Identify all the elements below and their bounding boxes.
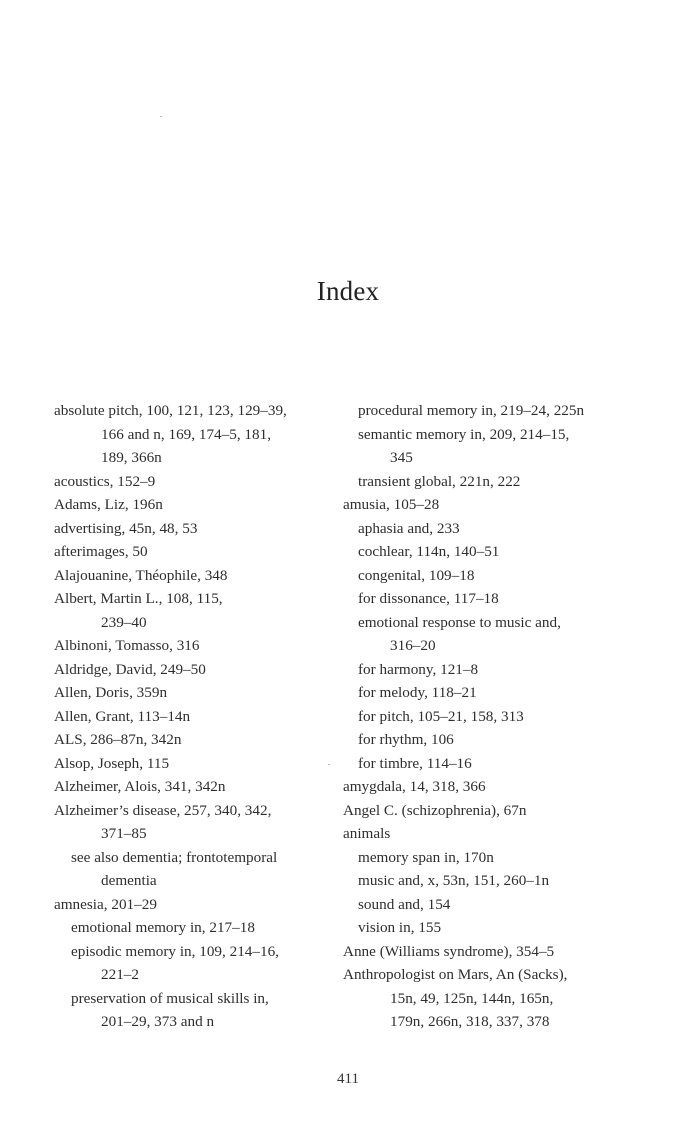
- index-entry-line: amygdala, 14, 318, 366: [343, 778, 486, 795]
- index-entry-line: aphasia and, 233: [358, 519, 460, 537]
- index-entry-line: Albert, Martin L., 108, 115,: [54, 590, 223, 607]
- index-entry-line: for harmony, 121–8: [358, 660, 479, 678]
- index-entry-line: Alajouanine, Théophile, 348: [54, 566, 228, 584]
- index-entry-line: memory span in, 170n: [358, 848, 494, 866]
- index-entry-line: 201–29, 373 and n: [101, 1013, 215, 1030]
- index-entry-line: for rhythm, 106: [358, 731, 454, 748]
- index-entry-line: for timbre, 114–16: [358, 754, 472, 772]
- index-entry-line: acoustics, 152–9: [54, 472, 156, 490]
- paper-speck: [328, 764, 330, 765]
- page-title: Index: [316, 276, 380, 306]
- index-entry-line: procedural memory in, 219–24, 225n: [358, 402, 585, 419]
- index-entry-line: emotional response to music and,: [358, 613, 561, 631]
- index-entry-line: amusia, 105–28: [343, 496, 440, 513]
- index-entry-line: semantic memory in, 209, 214–15,: [358, 425, 570, 443]
- index-entry-line: congenital, 109–18: [358, 566, 475, 584]
- index-entry-line: 15n, 49, 125n, 144n, 165n,: [390, 989, 554, 1007]
- index-entry-line: Anne (Williams syndrome), 354–5: [343, 942, 555, 960]
- index-entry-line: Allen, Grant, 113–14n: [54, 707, 191, 725]
- index-entry-line: see also dementia; frontotemporal: [71, 848, 278, 866]
- index-entry-line: cochlear, 114n, 140–51: [358, 543, 500, 560]
- index-entry-line: 316–20: [390, 637, 436, 654]
- index-entry-line: emotional memory in, 217–18: [71, 919, 255, 936]
- index-entry-line: 221–2: [101, 966, 139, 983]
- index-entry-line: 189, 366n: [101, 449, 162, 466]
- index-entry-line: sound and, 154: [358, 895, 451, 913]
- index-entry-line: Angel C. (schizophrenia), 67n: [343, 801, 527, 819]
- index-entry-line: 345: [390, 449, 413, 466]
- index-entry-line: vision in, 155: [358, 919, 442, 936]
- index-entry-line: Anthropologist on Mars, An (Sacks),: [343, 966, 568, 983]
- index-entry-line: transient global, 221n, 222: [358, 472, 521, 490]
- index-entry-line: for pitch, 105–21, 158, 313: [358, 707, 524, 725]
- index-column-right: [343, 399, 633, 1034]
- index-entry-line: Allen, Doris, 359n: [54, 684, 168, 701]
- index-entry-line: music and, x, 53n, 151, 260–1n: [358, 872, 550, 889]
- index-entry-line: advertising, 45n, 48, 53: [54, 519, 198, 537]
- paper-speck: [160, 116, 162, 117]
- index-entry-line: 179n, 266n, 318, 337, 378: [390, 1013, 550, 1030]
- index-entry-line: absolute pitch, 100, 121, 123, 129–39,: [54, 402, 287, 419]
- index-entry-line: Aldridge, David, 249–50: [54, 660, 206, 678]
- index-entry-line: Adams, Liz, 196n: [54, 496, 163, 513]
- index-entry-line: 166 and n, 169, 174–5, 181,: [101, 425, 272, 443]
- index-entry-line: 371–85: [101, 825, 147, 842]
- index-entry-line: for melody, 118–21: [358, 684, 477, 701]
- index-entry-line: afterimages, 50: [54, 543, 148, 560]
- index-entry-line: ALS, 286–87n, 342n: [54, 731, 182, 748]
- index-entry-line: animals: [343, 825, 391, 842]
- index-entry-line: Alsop, Joseph, 115: [54, 754, 170, 772]
- index-entry-line: for dissonance, 117–18: [358, 590, 499, 607]
- index-entry-line: episodic memory in, 109, 214–16,: [71, 942, 279, 960]
- index-entry-line: 239–40: [101, 613, 147, 631]
- index-entry-line: Albinoni, Tomasso, 316: [54, 637, 200, 654]
- index-entry-line: preservation of musical skills in,: [71, 989, 269, 1007]
- index-entry-line: dementia: [101, 872, 157, 889]
- index-entry-line: Alzheimer, Alois, 341, 342n: [54, 778, 226, 795]
- index-column-left: [54, 399, 322, 1034]
- index-entry-line: amnesia, 201–29: [54, 895, 157, 913]
- index-entry-line: Alzheimer’s disease, 257, 340, 342,: [54, 801, 272, 819]
- page-number: 411: [337, 1071, 359, 1087]
